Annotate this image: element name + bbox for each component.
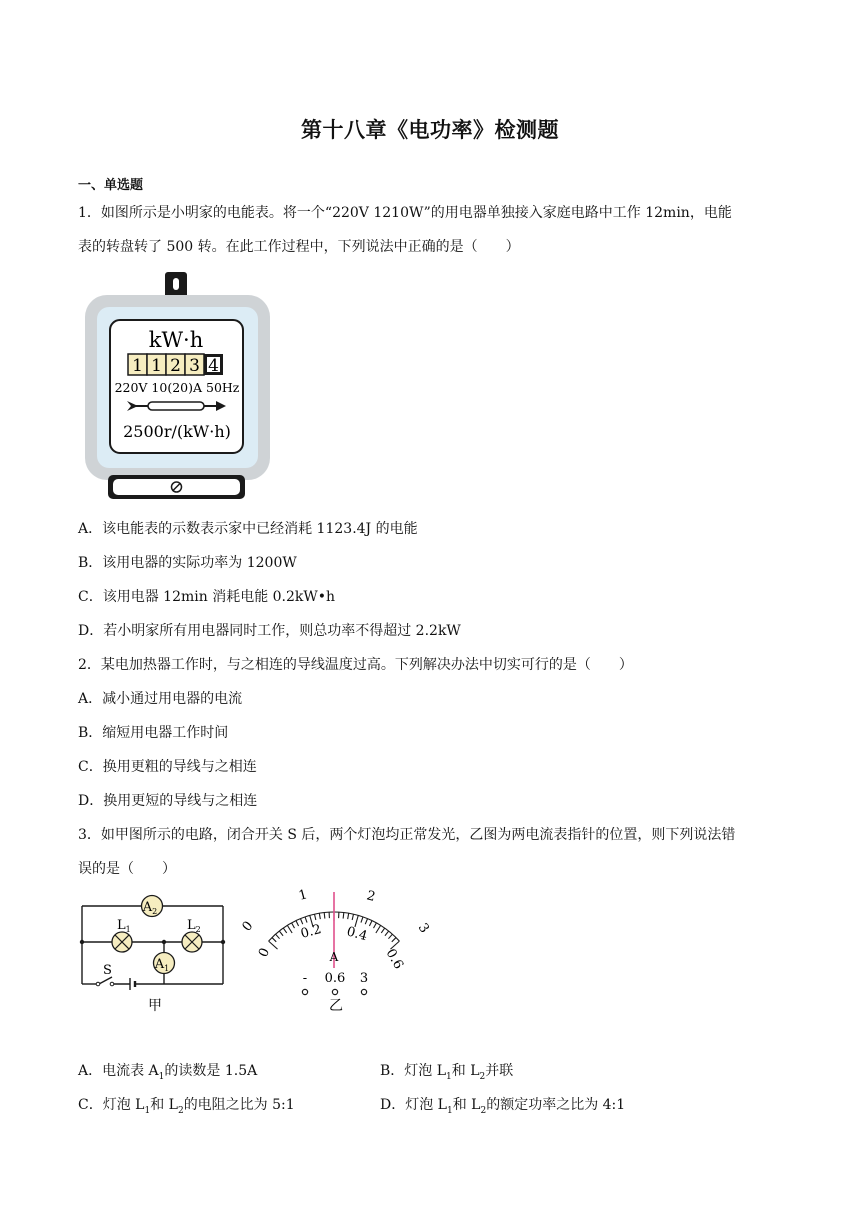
terminal-06: 0.6	[324, 971, 346, 986]
dial-tick	[352, 914, 353, 920]
dial-tick	[279, 931, 283, 936]
q1-option-a: A．该电能表的示数表示家中已经消耗 1123.4J 的电能	[78, 521, 418, 537]
q2-option-c: C．换用更粗的导线与之相连	[78, 759, 257, 775]
dial-tick	[392, 938, 396, 942]
switch-label: S	[103, 963, 112, 978]
electric-meter-figure	[80, 270, 280, 502]
meter-digit-3: 2	[170, 356, 181, 376]
dial-tick	[292, 923, 295, 928]
q3-option-c: C．灯泡 $L_1$和 $L_2$的电阻之比为 5:1	[78, 1097, 295, 1116]
dial-tick	[305, 917, 307, 923]
meter-digit-4: 3	[189, 356, 200, 376]
q3-option-d: D．灯泡 $L_1$和 $L_2$的额定功率之比为 4:1	[380, 1097, 626, 1116]
dial-tick	[343, 913, 344, 919]
q1-option-d: D．若小明家所有用电器同时工作，则总功率不得超过 2.2kW	[78, 623, 461, 639]
q3-stem-line1: 3．如甲图所示的电路，闭合开关 S 后，两个灯泡均正常发光，乙图为两电流表指针的位置，则下列说法错	[78, 827, 736, 843]
dial-tick	[319, 913, 320, 919]
ammeter-dial-figure	[238, 882, 438, 1017]
dial-tick	[296, 921, 299, 926]
dial-tick	[385, 931, 389, 936]
dial-tick	[276, 934, 280, 938]
dial-tick	[324, 913, 325, 919]
q1-option-b: B．该用电器的实际功率为 1200W	[78, 555, 297, 571]
q3-option-a: A．电流表 $A_1$的读数是 1.5A	[78, 1063, 258, 1082]
q2-stem: 2．某电加热器工作时，与之相连的导线温度过高。下列解决办法中切实可行的是（ ）	[78, 657, 633, 673]
q1-stem-line2: 表的转盘转了 500 转。在此工作过程中，下列说法中正确的是（ ）	[78, 239, 520, 255]
dial-tick	[348, 913, 349, 919]
dial-caption: 乙	[329, 998, 343, 1014]
inner-tick-3: 0.6	[382, 946, 406, 972]
section-heading: 一、单选题	[78, 178, 144, 193]
q3-option-b: B．灯泡 $L_1$和 $L_2$并联	[380, 1063, 514, 1082]
meter-digit-2: 1	[151, 356, 162, 376]
terminal-3: 3	[359, 971, 369, 986]
dial-tick	[287, 925, 292, 933]
meter-digit-1: 1	[132, 356, 143, 376]
q1-stem-line1: 1．如图所示是小明家的电能表。将一个“220V 1210W”的用电器单独接入家庭电路中工作 12min，电能	[78, 205, 732, 221]
q2-option-b: B．缩短用电器工作时间	[78, 725, 229, 741]
dial-tick	[315, 914, 316, 920]
circuit-caption: 甲	[148, 998, 162, 1014]
q2-option-a: A．减小通过用电器的电流	[78, 691, 243, 707]
dial-tick	[365, 919, 367, 925]
q2-option-d: D．换用更短的导线与之相连	[78, 793, 258, 809]
page-title: 第十八章《电功率》检测题	[301, 118, 559, 142]
outer-tick-3: 3	[414, 920, 432, 937]
dial-tick	[361, 917, 363, 923]
svg-text:L1: $L_1$	[117, 918, 131, 934]
outer-tick-0: 0	[239, 918, 257, 935]
q1-option-c: C．该用电器 12min 消耗电能 0.2kW•h	[78, 589, 336, 605]
circuit-diagram	[78, 884, 238, 1014]
lamp-l2-icon	[182, 932, 202, 952]
outer-tick-2: 2	[364, 888, 377, 906]
dial-tick	[374, 923, 377, 928]
inner-tick-1: 0.2	[299, 922, 324, 942]
dial-tick	[283, 928, 286, 933]
terminal-minus: -	[302, 971, 308, 986]
dial-tick	[272, 938, 276, 942]
dial-tick	[376, 925, 381, 933]
q3-stem-line2: 误的是（ ）	[78, 861, 176, 877]
inner-tick-2: 0.4	[344, 924, 369, 945]
meter-spec: 220V 10(20)A 50Hz	[114, 380, 240, 395]
lamp-l1-icon	[112, 932, 132, 952]
meter-unit: kW·h	[148, 328, 204, 352]
meter-constant: 2500r/(kW·h)	[123, 422, 231, 441]
dial-tick	[369, 921, 372, 926]
dial-tick	[388, 934, 392, 938]
dial-unit: A	[329, 950, 339, 964]
svg-text:A1: $A_1$	[154, 957, 170, 973]
outer-tick-1: 1	[297, 887, 310, 904]
dial-tick	[381, 928, 384, 933]
dial-tick	[300, 919, 302, 925]
svg-text:L2: $L_2$	[187, 918, 201, 934]
svg-text:A2: $A_2$	[142, 900, 158, 916]
dial-tick	[269, 941, 278, 949]
inner-tick-0: 0	[256, 945, 274, 960]
meter-digit-5: 4	[208, 356, 219, 376]
